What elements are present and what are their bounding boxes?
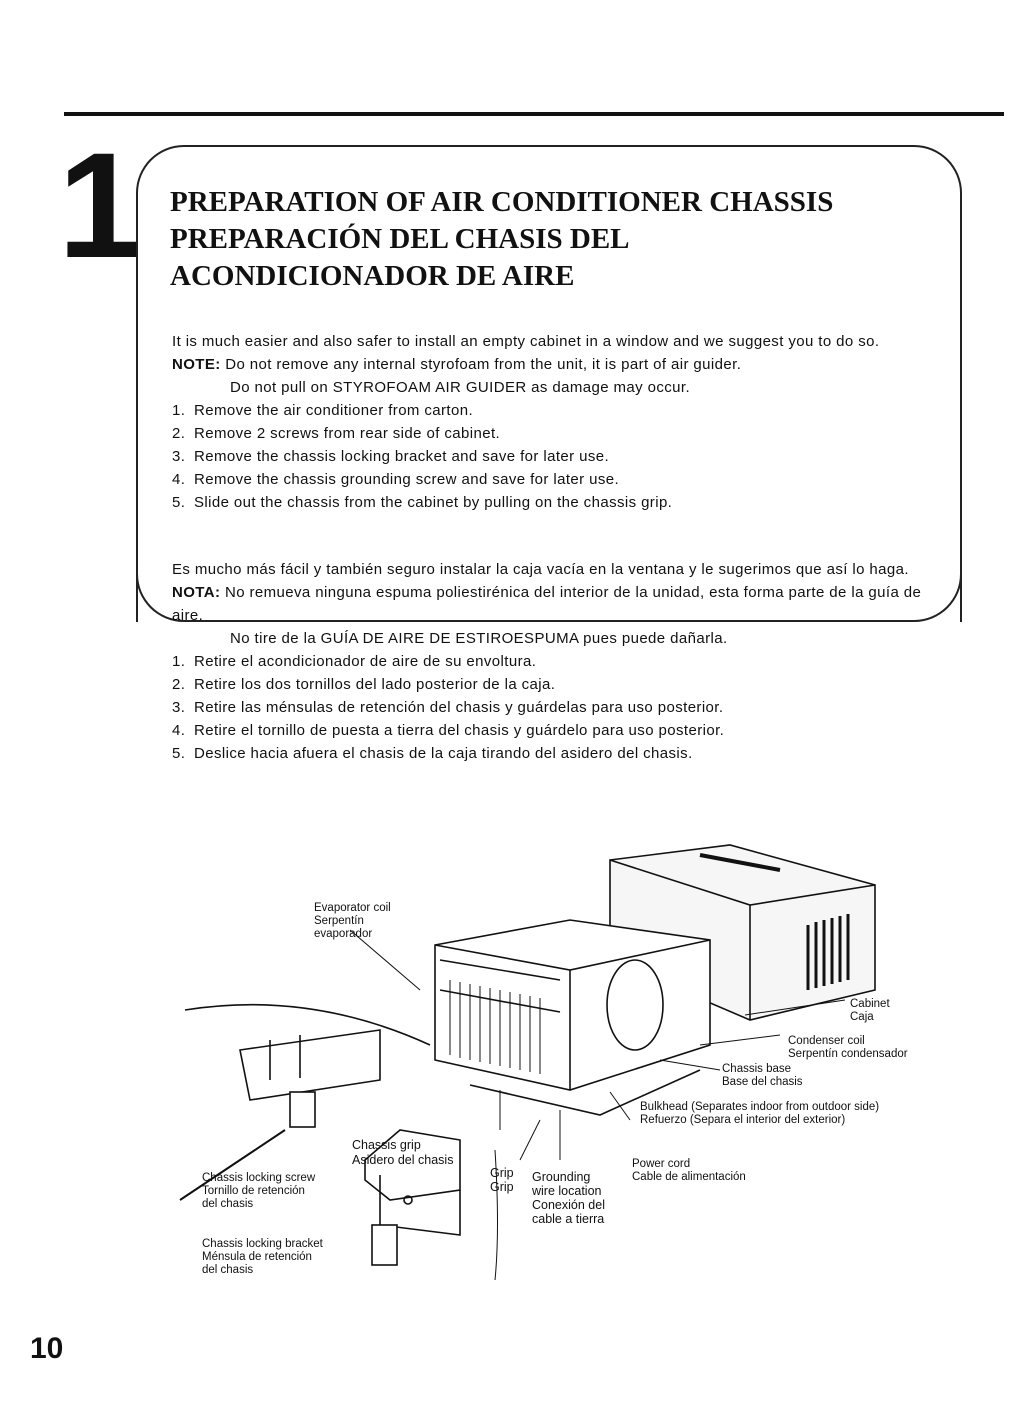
label-evaporator-coil: Evaporator coil Serpentín evaporador [314, 902, 391, 940]
spanish-instructions [172, 558, 947, 765]
note-text: Do not remove any internal styrofoam from the unit, it is part of air guider. [225, 356, 742, 373]
step-number: 1 [58, 121, 138, 289]
label-chassis-base: Chassis base Base del chasis [722, 1063, 803, 1088]
chassis-diagram [140, 830, 960, 1300]
label-bulkhead: Bulkhead (Separates indoor from outdoor side) Refuerzo (Separa el interior del exterior) [640, 1101, 880, 1126]
list-item: 5. Slide out the chassis from the cabinet by pulling on the chassis grip. [172, 494, 673, 511]
label-grounding: Grounding wire location Conexión del cable a tierra [532, 1170, 605, 1226]
nota-text: No remueva ninguna espuma poliestirénica del interior de la unidad, esta forma parte de la guía de aire. [172, 584, 922, 624]
spanish-intro: Es mucho más fácil y también seguro instalar la caja vacía en la ventana y le sugerimos que así lo haga. [172, 561, 909, 578]
title-line-spanish-2: ACONDICIONADOR DE AIRE [170, 260, 575, 292]
label-cabinet: Cabinet Caja [850, 998, 890, 1023]
nota-label: NOTA: [172, 584, 221, 601]
top-rule [64, 112, 1004, 116]
label-locking-bracket: Chassis locking bracket Ménsula de retención del chasis [202, 1238, 323, 1276]
spanish-note [172, 581, 947, 627]
english-instructions [172, 330, 947, 514]
label-chassis-grip: Chassis grip Asidero del chasis [352, 1138, 454, 1167]
english-note [172, 353, 947, 376]
list-item: 3. Retire las ménsulas de retención del chasis y guárdelas para uso posterior. [172, 699, 724, 716]
english-intro: It is much easier and also safer to install an empty cabinet in a window and we suggest you to do so. [172, 333, 880, 350]
list-item: 1. Remove the air conditioner from carton. [172, 402, 474, 419]
english-steps [172, 399, 947, 514]
list-item: 2. Retire los dos tornillos del lado posterior de la caja. [172, 676, 556, 693]
list-item: 2. Remove 2 screws from rear side of cabinet. [172, 425, 501, 442]
label-grip: Grip Grip [490, 1166, 514, 1194]
spanish-note-2: No tire de la GUÍA DE AIRE DE ESTIROESPUMA pues puede dañarla. [230, 630, 728, 647]
list-item: 3. Remove the chassis locking bracket and save for later use. [172, 448, 610, 465]
page-number: 10 [30, 1332, 64, 1365]
label-power-cord: Power cord Cable de alimentación [632, 1158, 746, 1183]
label-condenser-coil: Condenser coil Serpentín condensador [788, 1035, 908, 1060]
list-item: 1. Retire el acondicionador de aire de su envoltura. [172, 653, 537, 670]
english-note-2: Do not pull on STYROFOAM AIR GUIDER as damage may occur. [230, 379, 691, 396]
spanish-steps [172, 650, 947, 765]
section-title [170, 184, 930, 295]
list-item: 5. Deslice hacia afuera el chasis de la caja tirando del asidero del chasis. [172, 745, 693, 762]
title-line-spanish-1: PREPARACIÓN DEL CHASIS DEL [170, 223, 630, 255]
list-item: 4. Remove the chassis grounding screw and save for later use. [172, 471, 620, 488]
note-label: NOTE: [172, 356, 221, 373]
label-locking-screw: Chassis locking screw Tornillo de retención del chasis [202, 1172, 316, 1210]
list-item: 4. Retire el tornillo de puesta a tierra del chasis y guárdelo para uso posterior. [172, 722, 725, 739]
title-line-english: PREPARATION OF AIR CONDITIONER CHASSIS [170, 186, 834, 218]
